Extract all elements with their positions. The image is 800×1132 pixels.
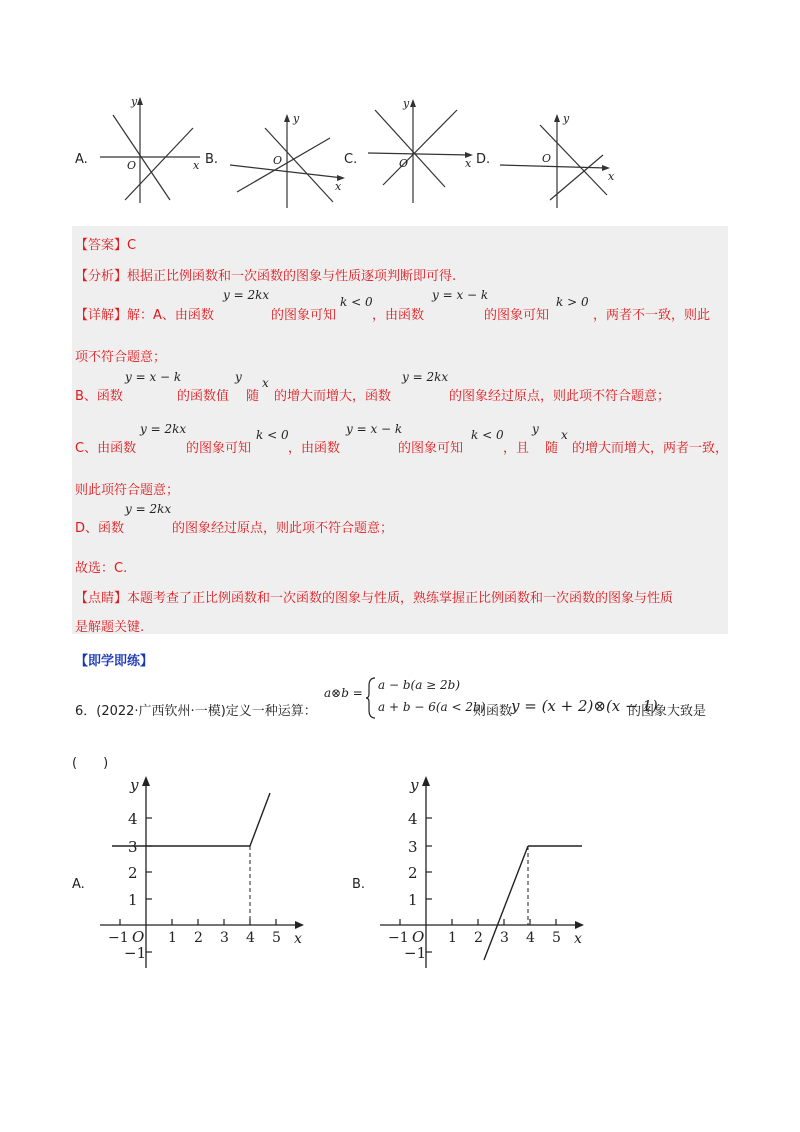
- choice-b-ytick-3: 3: [408, 838, 418, 856]
- option-c-x-label: x: [465, 157, 472, 170]
- math-yxk-1: y = x − k: [432, 288, 489, 302]
- choice-a-xtick-2: 2: [194, 930, 203, 946]
- option-d-x-label: x: [608, 170, 615, 183]
- detail-label: 【详解】: [75, 308, 128, 323]
- choice-a-y-axis: y: [130, 776, 139, 794]
- choice-b-xtick-3: 3: [500, 930, 509, 946]
- choice-a-xtick-3: 3: [220, 930, 229, 946]
- math-yxk-c: y = x − k: [346, 422, 403, 436]
- choice-a-x-axis: x: [294, 931, 302, 947]
- option-c-label: C.: [344, 152, 358, 167]
- math-kneg-1: k < 0: [340, 295, 373, 309]
- choice-a-ytick-1: 1: [128, 891, 138, 909]
- choice-a-xtick-5: 5: [272, 930, 281, 946]
- choice-a-ytick-3: 3: [128, 838, 138, 856]
- section-title: 【即学即练】: [75, 654, 154, 669]
- math-y2kx-b: y = 2kx: [402, 370, 449, 384]
- choice-b-xtick-5: 5: [552, 930, 561, 946]
- detail-a1: 解：A、由函数: [127, 308, 214, 323]
- choice-b-xtick-4: 4: [526, 930, 535, 946]
- choice-b-ytick-2: 2: [408, 864, 418, 882]
- math-y2kx-d: y = 2kx: [125, 502, 172, 516]
- choice-a-label: A.: [72, 877, 85, 892]
- detail-a4: 的图象可知: [484, 308, 550, 323]
- b2: 的函数值: [177, 389, 230, 404]
- detail-a5: ，两者不一致，则此: [593, 308, 711, 323]
- math-x-c: x: [561, 428, 568, 442]
- c4: 的图象可知: [398, 441, 464, 456]
- option-d-label: D.: [476, 152, 491, 167]
- math-y-b: y: [235, 370, 242, 384]
- detail-a2: 的图象可知: [271, 308, 337, 323]
- c8: 则此项符合题意；: [75, 483, 180, 498]
- q6-case2: a + b − 6(a < 2b): [378, 700, 486, 714]
- c1: C、由函数: [75, 441, 137, 456]
- comment-text: 本题考查了正比例函数和一次函数的图象与性质，熟练掌握正比例函数和一次函数的图象与性质: [127, 591, 674, 606]
- choice-b-y-axis: y: [410, 776, 419, 794]
- choice-b-xtick-neg1: −1: [388, 930, 409, 946]
- q6-formula-lhs: a⊗b =: [324, 686, 363, 700]
- option-a-x-label: x: [193, 159, 200, 172]
- option-c-origin: O: [399, 157, 409, 170]
- choice-a-ytick-4: 4: [128, 810, 138, 828]
- detail-a6: 项不符合题意；: [75, 350, 167, 365]
- c3: ，由函数: [288, 441, 341, 456]
- d1: D、函数: [75, 521, 125, 536]
- choice-a-origin: O: [132, 928, 145, 946]
- option-b-x-label: x: [335, 180, 342, 193]
- comment-label: 【点睛】: [75, 591, 128, 606]
- option-c-y-label: y: [403, 97, 410, 110]
- c7: 的增大而增大，两者一致，: [572, 441, 729, 456]
- choice-a-xtick-neg1: −1: [108, 930, 129, 946]
- analysis-line: [75, 265, 456, 284]
- math-kneg-c2: k < 0: [471, 428, 504, 442]
- q6-text3: 的图象大致是: [628, 704, 707, 719]
- q6-paren: ( ): [72, 756, 109, 771]
- choice-b-xtick-1: 1: [448, 930, 457, 946]
- math-y2kx-c: y = 2kx: [140, 422, 187, 436]
- choice-b-ytick-neg1: −1: [404, 944, 427, 962]
- math-y-c: y: [532, 422, 539, 436]
- choice-a-graph: [90, 768, 320, 973]
- choice-b-ytick-1: 1: [408, 891, 418, 909]
- option-b-origin: O: [273, 154, 283, 167]
- q6-case1: a − b(a ≥ 2b): [378, 678, 461, 692]
- analysis-text: 根据正比例函数和一次函数的图象与性质逐项判断即可得.: [127, 269, 457, 284]
- option-a-y-label: y: [131, 95, 138, 108]
- option-d-origin: O: [542, 152, 552, 165]
- c5: ，且: [503, 441, 530, 456]
- choice-b-origin: O: [412, 928, 425, 946]
- math-yxk-2: y = x − k: [125, 370, 182, 384]
- choice-b-x-axis: x: [574, 931, 582, 947]
- choice-b-ytick-4: 4: [408, 810, 418, 828]
- option-b-y-label: y: [293, 112, 300, 125]
- choice-b-label: B.: [352, 877, 366, 892]
- math-y2kx-1: y = 2kx: [223, 288, 270, 302]
- detail-a3: ，由函数: [372, 308, 425, 323]
- c2: 的图象可知: [186, 441, 252, 456]
- choice-b-xtick-2: 2: [474, 930, 483, 946]
- c6: 随: [545, 441, 559, 456]
- option-a-graph: [95, 95, 205, 205]
- detail-line-1: [75, 304, 214, 323]
- q6-func: y = (x + 2)⊗(x − 1): [511, 697, 658, 715]
- b1: B、函数: [75, 389, 123, 404]
- analysis-label: 【分析】: [75, 269, 128, 284]
- choice-a-ytick-neg1: −1: [124, 944, 147, 962]
- choice-a-ytick-2: 2: [128, 864, 138, 882]
- choice-a-xtick-1: 1: [168, 930, 177, 946]
- option-b-label: B.: [205, 152, 219, 167]
- option-d-y-label: y: [563, 112, 570, 125]
- b3: 随: [246, 389, 260, 404]
- option-a-origin: O: [127, 159, 137, 172]
- q6-brace: [365, 676, 377, 720]
- comment-line-2: 是解题关键.: [75, 620, 145, 635]
- q6-text2: 则函数: [473, 704, 513, 719]
- option-c-graph: [365, 95, 480, 205]
- choice-b-graph: [370, 768, 600, 973]
- b5: 的图象经过原点，则此项不符合题意；: [449, 389, 671, 404]
- comment-line: [75, 587, 673, 606]
- option-a-label: A.: [75, 152, 88, 167]
- option-b-graph: [225, 110, 350, 210]
- q6-number: 6．(2022·广西钦州·一模)定义一种运算：: [75, 704, 317, 719]
- choice-a-xtick-4: 4: [246, 930, 255, 946]
- conclusion: 故选：C.: [75, 561, 128, 576]
- math-kpos-1: k > 0: [556, 295, 589, 309]
- d2: 的图象经过原点，则此项不符合题意；: [172, 521, 394, 536]
- option-d-graph: [495, 110, 620, 210]
- math-x-b: x: [262, 376, 269, 390]
- math-kneg-c: k < 0: [256, 428, 289, 442]
- answer-line: 【答案】C: [75, 238, 137, 253]
- b4: 的增大而增大，函数: [274, 389, 392, 404]
